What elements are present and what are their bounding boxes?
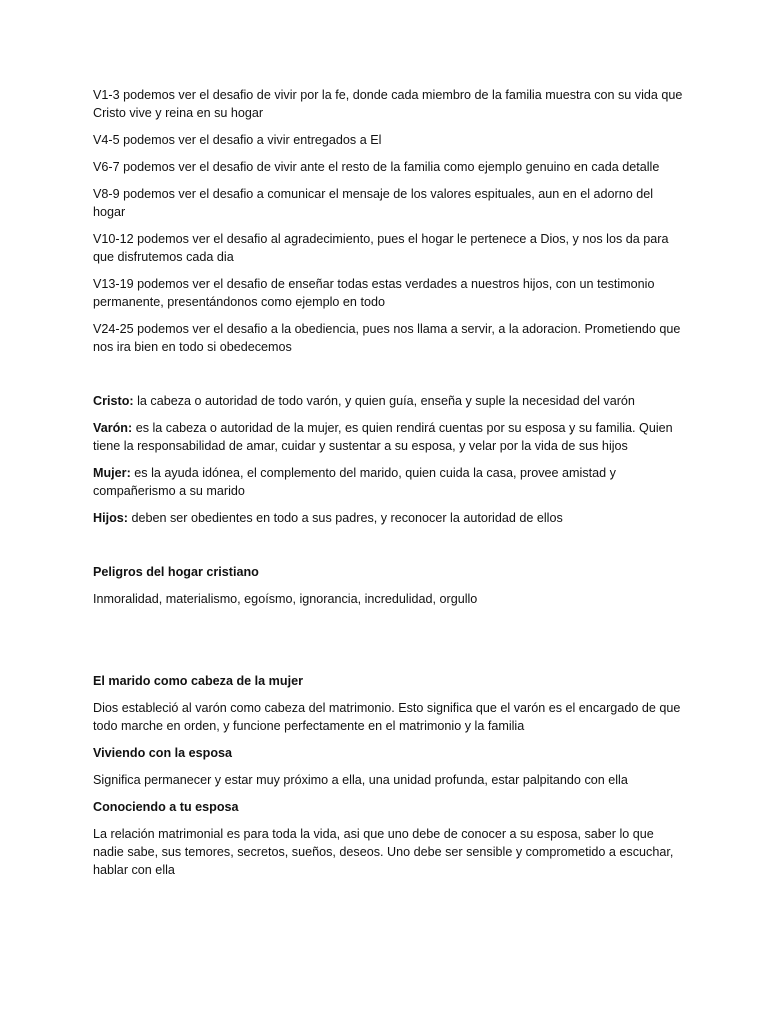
- section-heading: Conociendo a tu esposa: [93, 800, 239, 814]
- role-text: deben ser obedientes en todo a sus padres, y reconocer la autoridad de ellos: [127, 511, 563, 525]
- role-paragraph-cristo: [93, 392, 683, 410]
- role-paragraph-hijos: [93, 509, 683, 527]
- section-heading: Viviendo con la esposa: [93, 746, 233, 760]
- verses-section: [93, 86, 683, 356]
- role-paragraph-mujer: [93, 464, 683, 500]
- section-heading: Peligros del hogar cristiano: [93, 565, 259, 579]
- verse-paragraph: V10-12 podemos ver el desafio al agradecimiento, pues el hogar le pertenece a Dios, y nos los da para que disfrutemos cada dia: [93, 232, 669, 264]
- knowing-section: [93, 798, 683, 879]
- section-heading: El marido como cabeza de la mujer: [93, 674, 303, 688]
- verse-paragraph: V24-25 podemos ver el desafio a la obediencia, pues nos llama a servir, a la adoracion. Prometiendo que nos ira bien en todo si obedecemos: [93, 322, 681, 354]
- section-paragraph: La relación matrimonial es para toda la vida, asi que uno debe de conocer a su esposa, saber lo que nadie sabe, sus temores, secretos, sueños, deseos. Uno debe ser sensible y comprometido a escuchar, hablar con ella: [93, 827, 674, 877]
- dangers-section: [93, 563, 683, 608]
- spacer: [93, 365, 683, 392]
- role-text: es la ayuda idónea, el complemento del marido, quien cuida la casa, provee amistad y compañerismo a su marido: [93, 466, 616, 498]
- spacer: [93, 617, 683, 672]
- role-term: Varón:: [93, 421, 133, 435]
- husband-section: [93, 672, 683, 735]
- roles-section: [93, 392, 683, 527]
- document-body: [93, 86, 683, 888]
- section-paragraph: Significa permanecer y estar muy próximo a ella, una unidad profunda, estar palpitando con ella: [93, 773, 628, 787]
- verse-paragraph: V13-19 podemos ver el desafio de enseñar todas estas verdades a nuestros hijos, con un testimonio permanente, presentándonos como ejemplo en todo: [93, 277, 655, 309]
- section-paragraph: Dios estableció al varón como cabeza del matrimonio. Esto significa que el varón es el encargado de que todo marche en orden, y funcione perfectamente en el matrimonio y la familia: [93, 701, 681, 733]
- role-paragraph-varon: [93, 419, 683, 455]
- role-text: la cabeza o autoridad de todo varón, y quien guía, enseña y suple la necesidad del varón: [133, 394, 635, 408]
- verse-paragraph: V8-9 podemos ver el desafio a comunicar el mensaje de los valores espituales, aun en el adorno del hogar: [93, 187, 654, 219]
- verse-paragraph: V4-5 podemos ver el desafio a vivir entregados a El: [93, 133, 382, 147]
- spacer: [93, 536, 683, 563]
- role-term: Hijos:: [93, 511, 128, 525]
- verse-paragraph: V1-3 podemos ver el desafio de vivir por la fe, donde cada miembro de la familia muestra con su vida que Cristo vive y reina en su hogar: [93, 88, 683, 120]
- role-term: Cristo:: [93, 394, 134, 408]
- role-term: Mujer:: [93, 466, 131, 480]
- role-text: es la cabeza o autoridad de la mujer, es quien rendirá cuentas por su esposa y su familia. Quien tiene la responsabilidad de amar, cuidar y sustentar a su esposa, y velar por la vida de sus hijos: [93, 421, 673, 453]
- section-paragraph: Inmoralidad, materialismo, egoísmo, ignorancia, incredulidad, orgullo: [93, 592, 478, 606]
- living-section: [93, 744, 683, 789]
- verse-paragraph: V6-7 podemos ver el desafio de vivir ante el resto de la familia como ejemplo genuino en cada detalle: [93, 160, 660, 174]
